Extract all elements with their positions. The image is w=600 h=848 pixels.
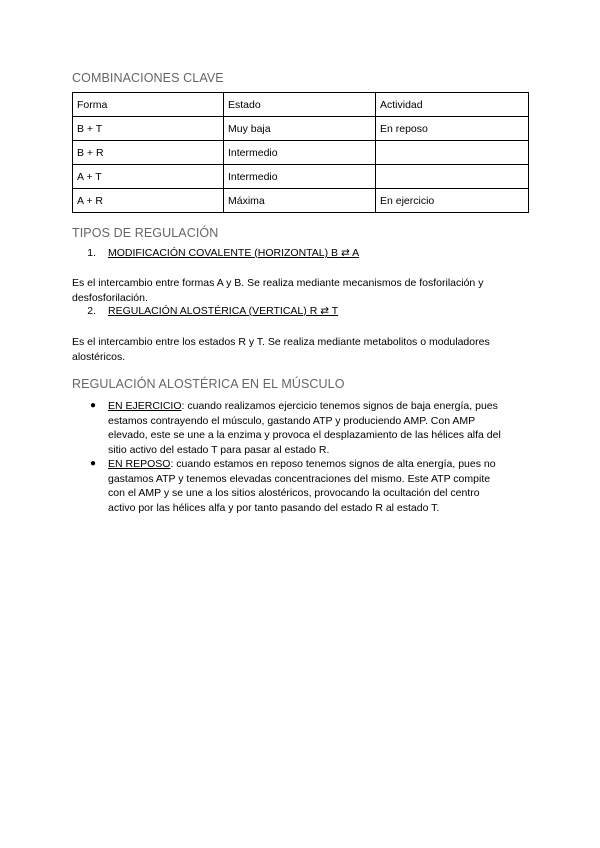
bullet-item-reposo	[90, 457, 502, 515]
table-row	[73, 165, 529, 189]
paragraph-covalente: Es el intercambio entre formas A y B. Se realiza mediante mecanismos de fosforilación y desfosforilación.	[72, 277, 484, 304]
bullet-icon: ●	[90, 400, 97, 411]
table-cell: B + T	[73, 117, 224, 141]
table-cell: Máxima	[224, 189, 376, 213]
table-header-cell: Actividad	[376, 93, 529, 117]
heading-tipos-de-regulacion: TIPOS DE REGULACIÓN	[72, 226, 219, 240]
table-header-row	[73, 93, 529, 117]
list-number: 1.	[87, 247, 96, 259]
table-cell: A + T	[73, 165, 224, 189]
list-number: 2.	[87, 305, 96, 317]
table-header-cell: Estado	[224, 93, 376, 117]
list-title: REGULACIÓN ALOSTÉRICA (VERTICAL) R ⇄ T	[108, 305, 339, 317]
table-cell: En ejercicio	[376, 189, 529, 213]
table-cell: A + R	[73, 189, 224, 213]
table-cell: Intermedio	[224, 165, 376, 189]
bullet-label: EN EJERCICIO	[108, 400, 182, 412]
table-cell: Intermedio	[224, 141, 376, 165]
table-cell: Muy baja	[224, 117, 376, 141]
paragraph-alosterica: Es el intercambio entre los estados R y T. Se realiza mediante metabolitos o moduladores alostéricos.	[72, 336, 490, 363]
heading-combinaciones-clave: COMBINACIONES CLAVE	[72, 71, 224, 85]
table-row	[73, 117, 529, 141]
table-header-cell: Forma	[73, 93, 224, 117]
table-row	[73, 141, 529, 165]
combinations-table	[72, 92, 529, 213]
bullet-icon: ●	[90, 458, 97, 469]
table-row	[73, 189, 529, 213]
table-cell	[376, 141, 529, 165]
table-cell: B + R	[73, 141, 224, 165]
bullet-text: : cuando estamos en reposo tenemos signos de alta energía, pues no gastamos ATP y tenemos elevadas concentraciones del mismo. Este ATP compite con el AMP y se une a los sitios alostéricos, provocando la ocultación del centro activo por las hélices alfa y por tanto pasando del estado R al estado T.	[108, 458, 496, 514]
heading-regulacion-musculo: REGULACIÓN ALOSTÉRICA EN EL MÚSCULO	[72, 377, 345, 391]
table-cell: En reposo	[376, 117, 529, 141]
list-title: MODIFICACIÓN COVALENTE (HORIZONTAL) B ⇄ A	[108, 247, 360, 259]
bullet-item-ejercicio	[90, 399, 502, 457]
bullet-label: EN REPOSO	[108, 458, 171, 470]
table-cell	[376, 165, 529, 189]
bullet-text: : cuando realizamos ejercicio tenemos signos de baja energía, pues estamos contrayendo el músculo, gastando ATP y produciendo AMP. Con AMP elevado, este se une a la enzima y provoca el desplazamiento de las hélices alfa del sitio activo del estado T para pasar al estado R.	[108, 400, 501, 456]
